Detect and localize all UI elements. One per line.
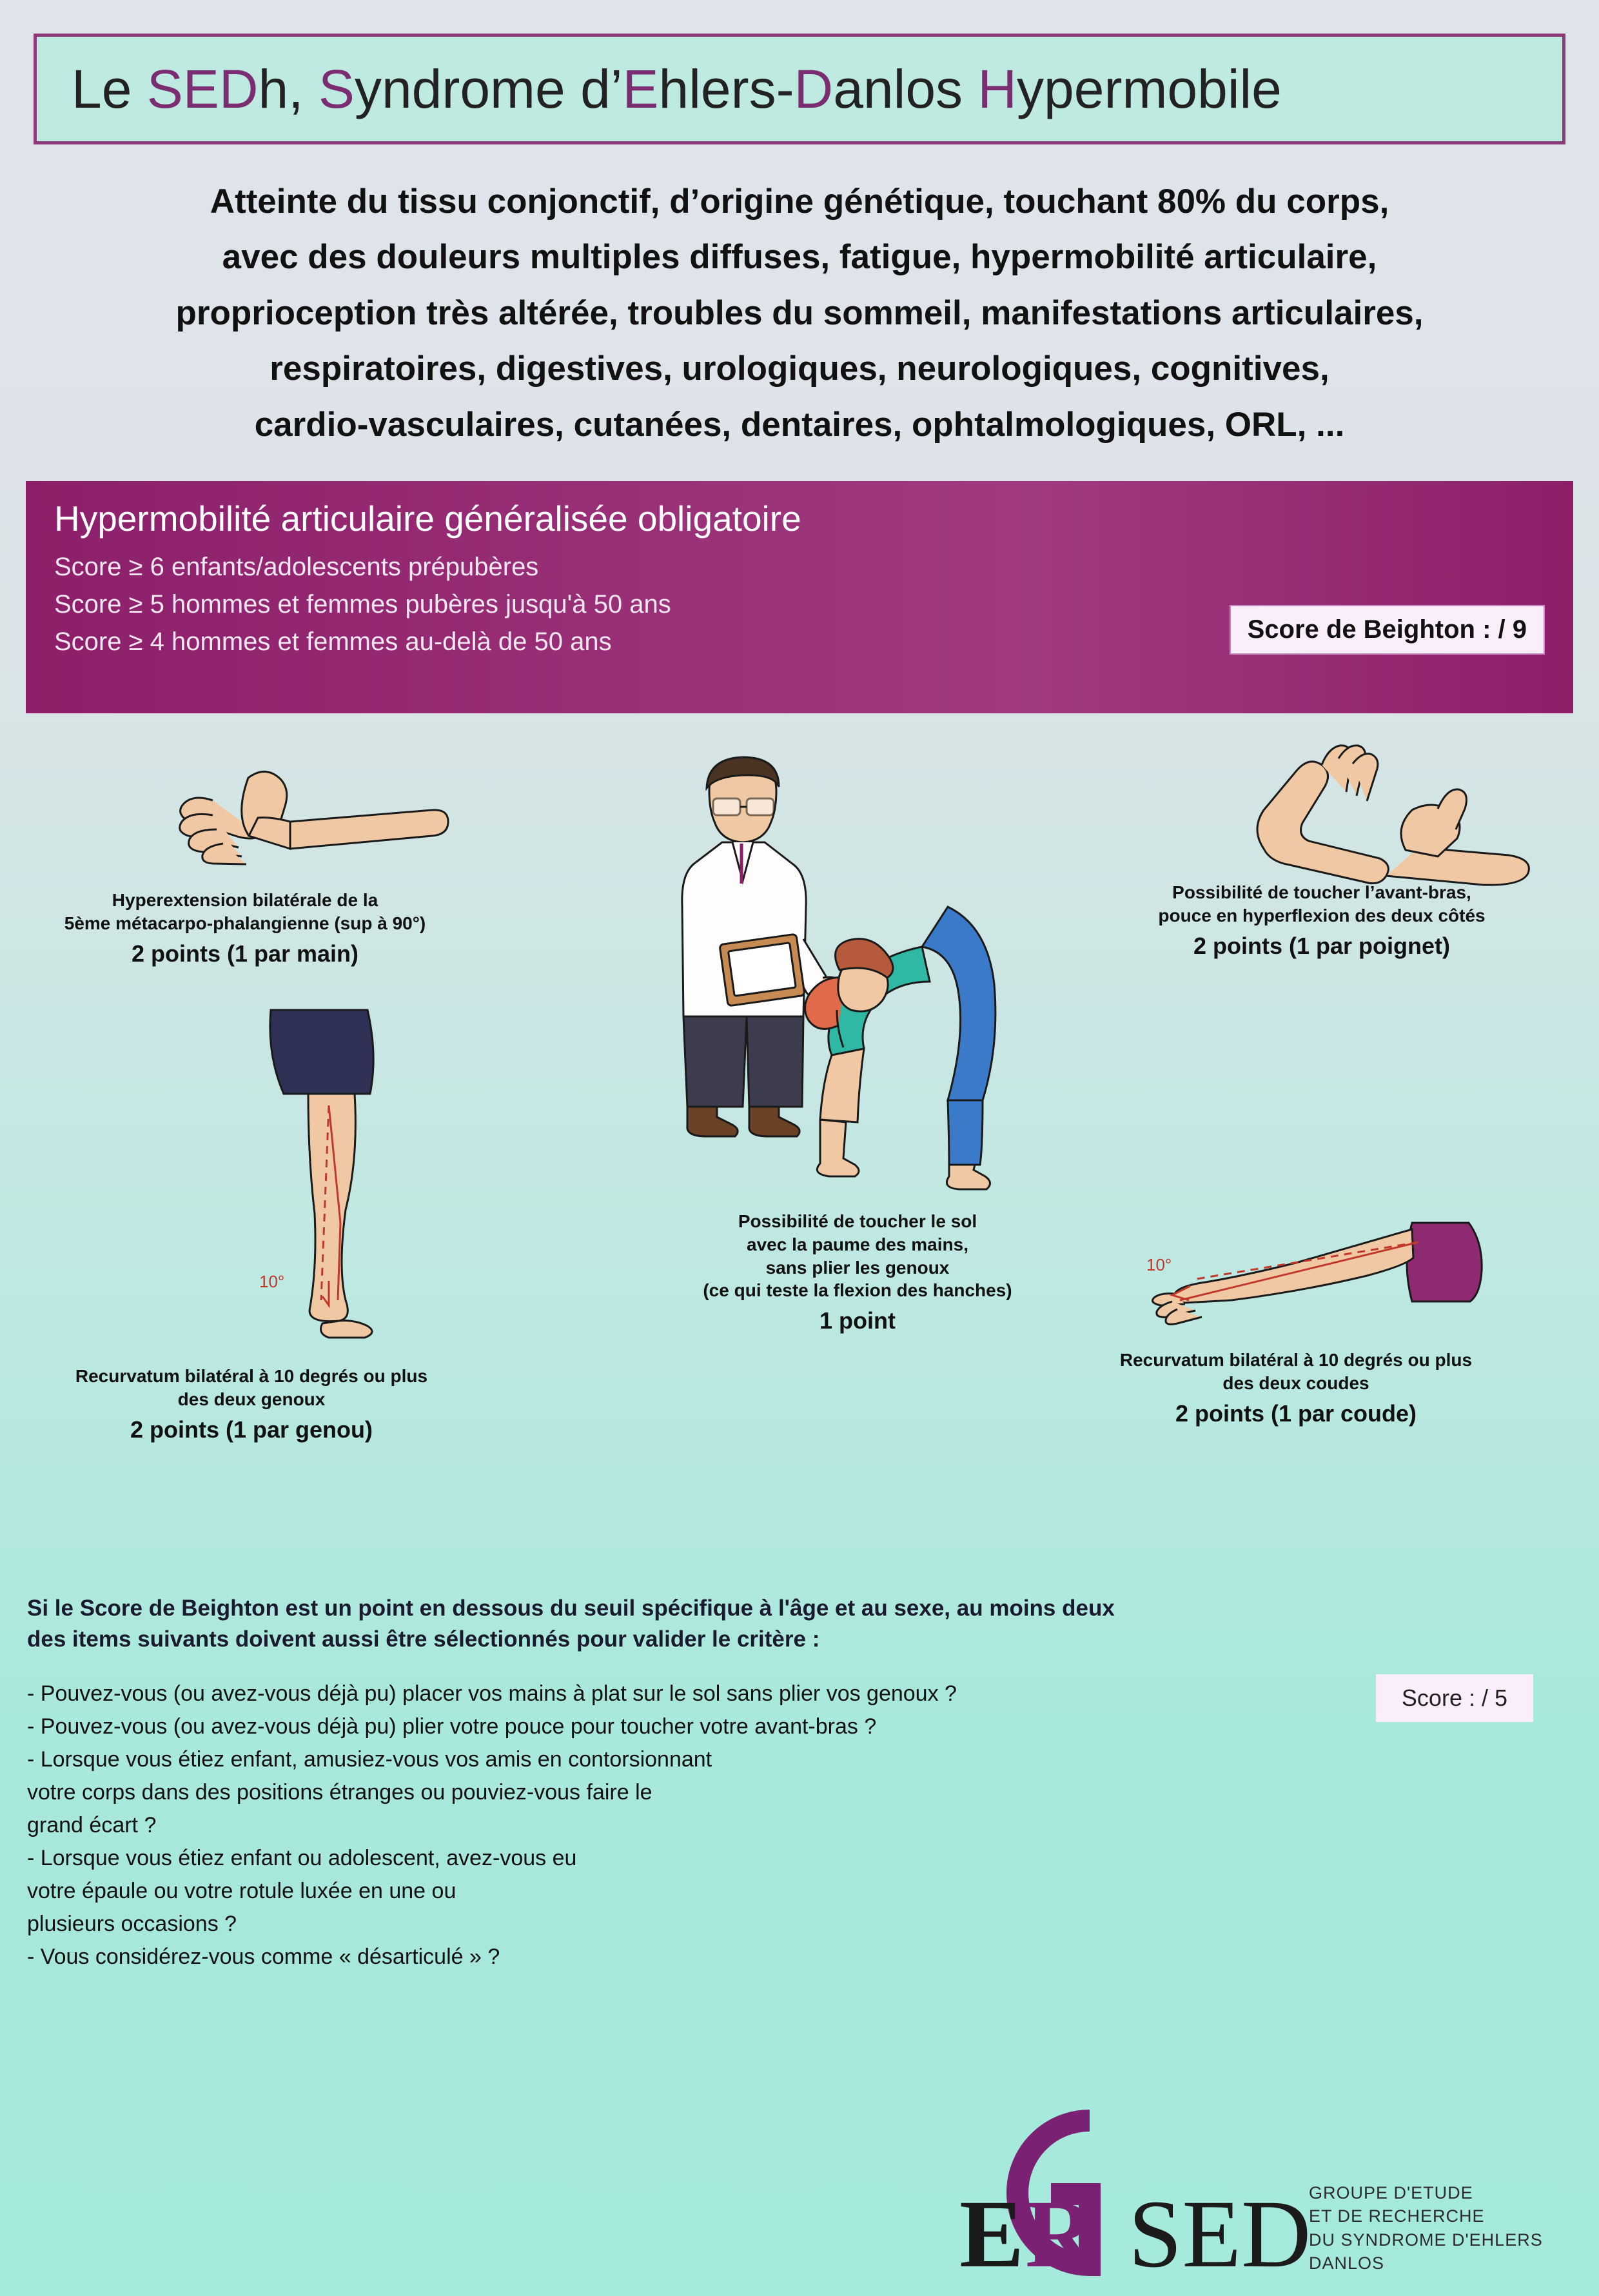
- knee-caption: Recurvatum bilatéral à 10 degrés ou plus des deux genoux 2 points (1 par genou): [6, 1365, 496, 1445]
- intro-line-3: proprioception très altérée, troubles du sommeil, manifestations articulaires,: [175, 293, 1424, 332]
- floor-touch-points: 1 point: [819, 1307, 896, 1334]
- hands-caption: Hyperextension bilatérale de la 5ème métacarpo-phalangienne (sup à 90°) 2 points (1 par main): [39, 889, 451, 969]
- intro-line-5: cardio-vasculaires, cutanées, dentaires, ophtalmologiques, ORL, ...: [254, 405, 1345, 444]
- band-criterion-3: Score ≥ 4 hommes et femmes au-delà de 50 ans: [54, 627, 612, 656]
- floor-touch-figure: [761, 887, 1045, 1210]
- secondary-criteria-heading: Si le Score de Beighton est un point en dessous du seuil spécifique à l'âge et au sexe, au moins deux des items suivants doivent aussi être sélectionnés pour valider le critère :: [27, 1595, 1115, 1652]
- knee-angle-label: 10°: [259, 1271, 285, 1291]
- beighton-figures: [0, 720, 1599, 1578]
- secondary-questions: [27, 1678, 1572, 1973]
- thumb-points: 2 points (1 par poignet): [1193, 932, 1450, 959]
- thumb-caption: Possibilité de toucher l’avant-bras, pouce en hyperflexion des deux côtés 2 points (1 par poignet): [1096, 881, 1547, 961]
- question-3-line-3: grand écart ?: [27, 1813, 157, 1838]
- question-3-line-1: - Lorsque vous étiez enfant, amusiez-vous vos amis en contorsionnant: [27, 1747, 712, 1772]
- thumb-figure: [1225, 733, 1560, 894]
- elbow-points: 2 points (1 par coude): [1175, 1400, 1417, 1427]
- question-3-line-2: votre corps dans des positions étranges ou pouviez-vous faire le: [27, 1780, 652, 1805]
- floor-touch-caption: Possibilité de toucher le sol avec la paume des mains, sans plier les genoux (ce qui teste la flexion des hanches) 1 point: [613, 1210, 1103, 1336]
- question-5: - Vous considérez-vous comme « désarticulé » ?: [27, 1945, 500, 1970]
- knee-figure: [232, 997, 445, 1358]
- hands-figure: [97, 739, 458, 894]
- question-2: - Pouvez-vous (ou avez-vous déjà pu) plier votre pouce pour toucher votre avant-bras ?: [27, 1714, 877, 1739]
- intro-line-2: avec des douleurs multiples diffuses, fatigue, hypermobilité articulaire,: [222, 238, 1377, 277]
- hypermobility-band: [26, 481, 1573, 713]
- elbow-figure: [1135, 1203, 1496, 1345]
- secondary-criteria-section: [27, 1593, 1572, 1973]
- elbow-angle-label: 10°: [1146, 1254, 1172, 1274]
- svg-text:SED: SED: [1128, 2181, 1311, 2288]
- intro-line-4: respiratoires, digestives, urologiques, neurologiques, cognitives,: [270, 350, 1329, 388]
- title-banner: [34, 34, 1565, 144]
- question-1: - Pouvez-vous (ou avez-vous déjà pu) placer vos mains à plat sur le sol sans plier vos genoux ?: [27, 1681, 957, 1707]
- knee-points: 2 points (1 par genou): [130, 1416, 373, 1443]
- elbow-caption: Recurvatum bilatéral à 10 degrés ou plus des deux coudes 2 points (1 par coude): [1051, 1349, 1541, 1429]
- gersed-logo-text: GROUPE D'ETUDE ET DE RECHERCHE DU SYNDROME D'EHLERS DANLOS: [1309, 2183, 1543, 2273]
- band-title: Hypermobilité articulaire généralisée obligatoire: [54, 498, 801, 539]
- beighton-score-box[interactable]: Score de Beighton : / 9: [1230, 605, 1545, 655]
- svg-text:E: E: [959, 2181, 1025, 2288]
- intro-paragraph: [39, 174, 1560, 453]
- secondary-score-box[interactable]: Score : / 5: [1376, 1674, 1533, 1722]
- question-4-line-2: votre épaule ou votre rotule luxée en une ou: [27, 1879, 456, 1904]
- question-4-line-3: plusieurs occasions ?: [27, 1912, 237, 1937]
- band-criterion-2: Score ≥ 5 hommes et femmes pubères jusqu'à 50 ans: [54, 589, 671, 619]
- question-4-line-1: - Lorsque vous étiez enfant ou adolescent, avez-vous eu: [27, 1846, 577, 1871]
- band-criterion-1: Score ≥ 6 enfants/adolescents prépubères: [54, 552, 539, 581]
- gersed-logo: [941, 2097, 1586, 2291]
- intro-line-1: Atteinte du tissu conjonctif, d’origine génétique, touchant 80% du corps,: [210, 183, 1389, 221]
- page-title: Le SEDh, Syndrome d’Ehlers-Danlos Hypermobile: [72, 58, 1282, 119]
- svg-text:R: R: [1025, 2181, 1095, 2288]
- hands-points: 2 points (1 par main): [131, 940, 359, 967]
